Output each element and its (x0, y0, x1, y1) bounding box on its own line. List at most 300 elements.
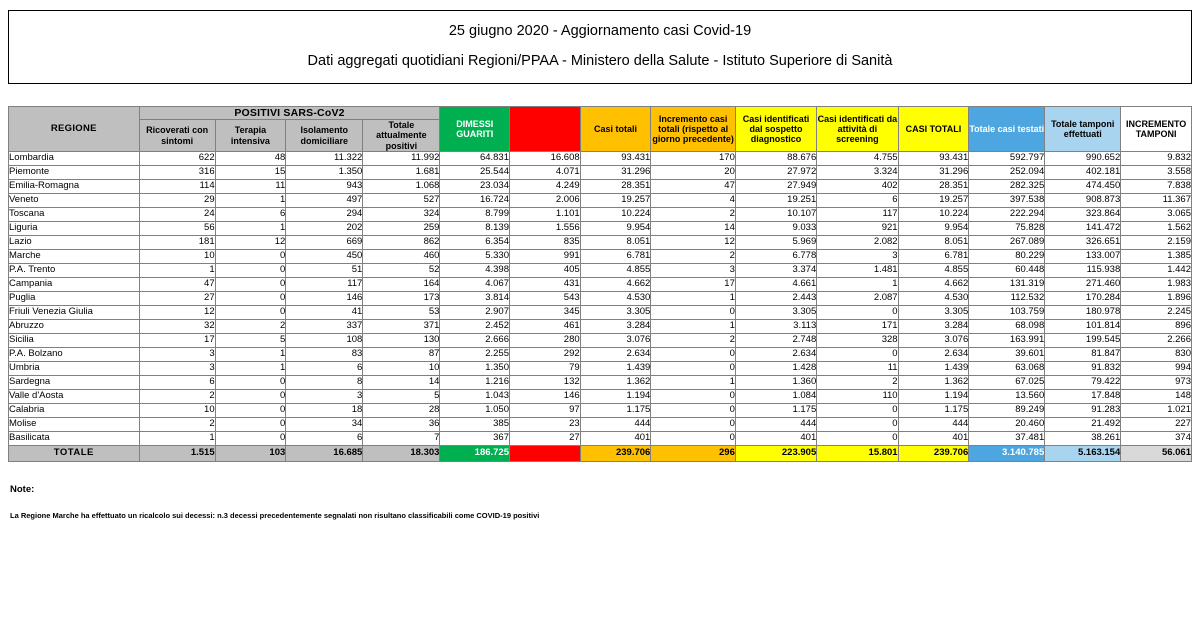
cell-value: 16.608 (510, 152, 581, 166)
cell-value: 163.991 (969, 334, 1045, 348)
cell-value: 8 (286, 376, 363, 390)
cell-region-name: Toscana (9, 208, 140, 222)
cell-value: 27.972 (735, 166, 816, 180)
cell-value: 4.855 (898, 264, 969, 278)
cell-value: 130 (363, 334, 440, 348)
cell-value: 38.261 (1045, 432, 1121, 446)
cell-value: 252.094 (969, 166, 1045, 180)
header-row-group (9, 107, 1192, 120)
cell-value: 1.442 (1121, 264, 1192, 278)
cell-value: 164 (363, 278, 440, 292)
notes-text: La Regione Marche ha effettuato un ricalcolo sui decessi: n.3 decessi precedentemente segnalati non risultano classificabili come COVID-19 positivi (10, 511, 540, 521)
cell-value: 17.848 (1045, 390, 1121, 404)
cell-region-name: Sardegna (9, 376, 140, 390)
cell-region-name: Emilia-Romagna (9, 180, 140, 194)
cell-value: 115.938 (1045, 264, 1121, 278)
cell-value: 1.350 (286, 166, 363, 180)
cell-value: 101.814 (1045, 320, 1121, 334)
cell-value: 12 (139, 306, 215, 320)
cell-value: 2.082 (817, 236, 898, 250)
cell-value: 0 (215, 306, 286, 320)
table-row (9, 222, 1192, 236)
cell-value: 2.245 (1121, 306, 1192, 320)
col-header-totale-tamponi: Totale tamponi effettuati (1045, 107, 1121, 152)
cell-region-name: Basilicata (9, 432, 140, 446)
cell-value: 1 (215, 194, 286, 208)
cell-total-value: 5.163.154 (1045, 446, 1121, 462)
cell-value: 0 (817, 418, 898, 432)
cell-value: 37.481 (969, 432, 1045, 446)
cell-value: 67.025 (969, 376, 1045, 390)
cell-value: 17 (651, 278, 736, 292)
cell-value: 1 (215, 348, 286, 362)
cell-value: 2 (817, 376, 898, 390)
cell-value: 0 (215, 404, 286, 418)
cell-value: 402 (817, 180, 898, 194)
cell-value: 12 (651, 236, 736, 250)
cell-value: 1.681 (363, 166, 440, 180)
cell-value: 13.560 (969, 390, 1045, 404)
cell-value: 202 (286, 222, 363, 236)
table-row (9, 404, 1192, 418)
cell-value: 0 (651, 306, 736, 320)
cell-value: 4.530 (580, 292, 651, 306)
cell-value: 1.362 (580, 376, 651, 390)
cell-value: 0 (651, 348, 736, 362)
cell-value: 10.224 (898, 208, 969, 222)
cell-value: 110 (817, 390, 898, 404)
cell-value: 0 (651, 432, 736, 446)
cell-value: 0 (215, 432, 286, 446)
cell-value: 117 (817, 208, 898, 222)
cell-value: 27 (510, 432, 581, 446)
cell-value: 9.954 (898, 222, 969, 236)
col-header-incremento-casi-totali: Incremento casi totali (rispetto al giorno precedente) (651, 107, 736, 152)
col-header-terapia-intensiva: Terapia intensiva (215, 120, 286, 152)
table-total-row (9, 446, 1192, 462)
col-header-dimessi-guariti: DIMESSI GUARITI (440, 107, 510, 152)
cell-value: 9.954 (580, 222, 651, 236)
col-header-ricoverati-sintomi: Ricoverati con sintomi (139, 120, 215, 152)
cell-value: 1 (215, 222, 286, 236)
col-header-deceduti: Deceduti (510, 107, 581, 152)
cell-value: 6 (817, 194, 898, 208)
cell-value: 973 (1121, 376, 1192, 390)
cell-value: 180.978 (1045, 306, 1121, 320)
cell-value: 20 (651, 166, 736, 180)
cell-value: 53 (363, 306, 440, 320)
cell-region-name: P.A. Trento (9, 264, 140, 278)
cell-value: 148 (1121, 390, 1192, 404)
cell-region-name: Lombardia (9, 152, 140, 166)
cell-value: 461 (510, 320, 581, 334)
cell-value: 4.855 (580, 264, 651, 278)
cell-region-name: Valle d'Aosta (9, 390, 140, 404)
cell-value: 23 (510, 418, 581, 432)
cell-value: 170.284 (1045, 292, 1121, 306)
cell-value: 47 (139, 278, 215, 292)
cell-value: 908.873 (1045, 194, 1121, 208)
cell-total-value: 186.725 (440, 446, 510, 462)
cell-value: 1.362 (898, 376, 969, 390)
cell-value: 3 (817, 250, 898, 264)
col-header-regione: REGIONE (9, 107, 140, 152)
cell-value: 6.778 (735, 250, 816, 264)
cell-value: 402.181 (1045, 166, 1121, 180)
cell-value: 6 (286, 432, 363, 446)
cell-value: 622 (139, 152, 215, 166)
cell-value: 133.007 (1045, 250, 1121, 264)
cell-value: 3 (139, 348, 215, 362)
cell-value: 543 (510, 292, 581, 306)
cell-value: 3.113 (735, 320, 816, 334)
cell-value: 0 (215, 250, 286, 264)
cell-value: 2 (139, 390, 215, 404)
cell-value: 385 (440, 418, 510, 432)
cell-value: 3.065 (1121, 208, 1192, 222)
cell-value: 222.294 (969, 208, 1045, 222)
cell-value: 527 (363, 194, 440, 208)
cell-value: 862 (363, 236, 440, 250)
cell-value: 9.832 (1121, 152, 1192, 166)
cell-value: 11 (215, 180, 286, 194)
cell-total-value: 239.706 (580, 446, 651, 462)
cell-value: 444 (580, 418, 651, 432)
cell-value: 2.634 (735, 348, 816, 362)
cell-value: 83 (286, 348, 363, 362)
cell-value: 97 (510, 404, 581, 418)
cell-value: 1.043 (440, 390, 510, 404)
cell-value: 103.759 (969, 306, 1045, 320)
cell-value: 2.443 (735, 292, 816, 306)
cell-value: 5.969 (735, 236, 816, 250)
cell-value: 19.251 (735, 194, 816, 208)
cell-value: 4.067 (440, 278, 510, 292)
cell-value: 173 (363, 292, 440, 306)
col-header-totale-casi-testati: Totale casi testati (969, 107, 1045, 152)
cell-value: 4.662 (580, 278, 651, 292)
cell-value: 374 (1121, 432, 1192, 446)
cell-value: 1.983 (1121, 278, 1192, 292)
cell-value: 1.175 (580, 404, 651, 418)
cell-value: 8.799 (440, 208, 510, 222)
cell-value: 3.305 (735, 306, 816, 320)
cell-value: 921 (817, 222, 898, 236)
cell-value: 11 (817, 362, 898, 376)
col-header-incremento-tamponi: INCREMENTO TAMPONI (1121, 107, 1192, 152)
cell-total-value: 3.140.785 (969, 446, 1045, 462)
cell-value: 2.666 (440, 334, 510, 348)
cell-region-name: Veneto (9, 194, 140, 208)
cell-region-name: Liguria (9, 222, 140, 236)
cell-value: 14 (363, 376, 440, 390)
cell-value: 171 (817, 320, 898, 334)
cell-value: 8.051 (580, 236, 651, 250)
cell-value: 10 (139, 250, 215, 264)
cell-value: 60.448 (969, 264, 1045, 278)
cell-value: 267.089 (969, 236, 1045, 250)
col-header-isolamento-domiciliare: Isolamento domiciliare (286, 120, 363, 152)
cell-value: 1.021 (1121, 404, 1192, 418)
cell-value: 16.724 (440, 194, 510, 208)
cell-value: 39.601 (969, 348, 1045, 362)
cell-value: 23.034 (440, 180, 510, 194)
cell-value: 1 (651, 376, 736, 390)
cell-total-value: 296 (651, 446, 736, 462)
cell-value: 7 (363, 432, 440, 446)
cell-value: 0 (215, 278, 286, 292)
cell-value: 15 (215, 166, 286, 180)
cell-value: 3.284 (580, 320, 651, 334)
table-row (9, 208, 1192, 222)
cell-value: 141.472 (1045, 222, 1121, 236)
cell-value: 2.087 (817, 292, 898, 306)
cell-value: 31.296 (580, 166, 651, 180)
cell-value: 131.319 (969, 278, 1045, 292)
cell-value: 1.194 (580, 390, 651, 404)
cell-total-value: 1.515 (139, 446, 215, 462)
cell-value: 990.652 (1045, 152, 1121, 166)
cell-value: 4 (651, 194, 736, 208)
table-head (9, 107, 1192, 152)
cell-value: 11.367 (1121, 194, 1192, 208)
table-row (9, 236, 1192, 250)
cell-value: 0 (215, 264, 286, 278)
cell-value: 2.907 (440, 306, 510, 320)
cell-value: 401 (735, 432, 816, 446)
cell-value: 326.651 (1045, 236, 1121, 250)
title-box (8, 10, 1192, 84)
cell-value: 401 (898, 432, 969, 446)
cell-value: 112.532 (969, 292, 1045, 306)
cell-value: 52 (363, 264, 440, 278)
cell-value: 0 (651, 390, 736, 404)
cell-value: 2.748 (735, 334, 816, 348)
cell-value: 79 (510, 362, 581, 376)
page-subtitle: Dati aggregati quotidiani Regioni/PPAA - Ministero della Salute - Istituto Superiore di Sanità (307, 53, 893, 69)
cell-value: 81.847 (1045, 348, 1121, 362)
table-row (9, 292, 1192, 306)
cell-value: 1.175 (898, 404, 969, 418)
cell-value: 460 (363, 250, 440, 264)
cell-value: 93.431 (898, 152, 969, 166)
cell-value: 1.101 (510, 208, 581, 222)
cell-value: 474.450 (1045, 180, 1121, 194)
cell-value: 6.781 (580, 250, 651, 264)
cell-value: 3.305 (580, 306, 651, 320)
cell-value: 5 (363, 390, 440, 404)
cell-value: 1.385 (1121, 250, 1192, 264)
cell-value: 79.422 (1045, 376, 1121, 390)
cell-value: 18 (286, 404, 363, 418)
cell-region-name: Lazio (9, 236, 140, 250)
cell-value: 36 (363, 418, 440, 432)
cell-value: 0 (817, 432, 898, 446)
cell-value: 1.194 (898, 390, 969, 404)
cell-region-name: Abruzzo (9, 320, 140, 334)
cell-value: 93.431 (580, 152, 651, 166)
cell-region-name: Umbria (9, 362, 140, 376)
cell-value: 0 (817, 348, 898, 362)
table-row (9, 278, 1192, 292)
cell-value: 1.896 (1121, 292, 1192, 306)
cell-value: 3.076 (580, 334, 651, 348)
cell-value: 0 (215, 418, 286, 432)
cell-region-name: P.A. Bolzano (9, 348, 140, 362)
cell-value: 28.351 (580, 180, 651, 194)
cell-value: 27 (139, 292, 215, 306)
cell-value: 3.814 (440, 292, 510, 306)
cell-value: 1.428 (735, 362, 816, 376)
cell-value: 6 (139, 376, 215, 390)
cell-value: 991 (510, 250, 581, 264)
cell-value: 337 (286, 320, 363, 334)
cell-value: 80.229 (969, 250, 1045, 264)
table-row (9, 306, 1192, 320)
cell-value: 1.360 (735, 376, 816, 390)
cell-value: 10.107 (735, 208, 816, 222)
cell-total-label: TOTALE (9, 446, 140, 462)
cell-value: 367 (440, 432, 510, 446)
cell-value: 592.797 (969, 152, 1045, 166)
col-header-totale-attualmente-positivi: Totale attualmente positivi (363, 120, 440, 152)
cell-value: 397.538 (969, 194, 1045, 208)
col-header-casi-screening: Casi identificati da attività di screening (817, 107, 898, 152)
cell-value: 146 (510, 390, 581, 404)
cell-value: 12 (215, 236, 286, 250)
cell-value: 3 (286, 390, 363, 404)
cell-value: 14 (651, 222, 736, 236)
cell-value: 2 (139, 418, 215, 432)
cell-value: 444 (898, 418, 969, 432)
cell-value: 943 (286, 180, 363, 194)
cell-value: 10.224 (580, 208, 651, 222)
table-row (9, 432, 1192, 446)
cell-value: 1.481 (817, 264, 898, 278)
cell-value: 47 (651, 180, 736, 194)
cell-value: 271.460 (1045, 278, 1121, 292)
cell-value: 170 (651, 152, 736, 166)
cell-value: 108 (286, 334, 363, 348)
cell-total-value: 103 (215, 446, 286, 462)
cell-value: 1.084 (735, 390, 816, 404)
table-row (9, 180, 1192, 194)
cell-value: 2.634 (580, 348, 651, 362)
cell-value: 63.068 (969, 362, 1045, 376)
cell-value: 497 (286, 194, 363, 208)
cell-total-value: 56.061 (1121, 446, 1192, 462)
table-body (9, 152, 1192, 462)
cell-value: 75.828 (969, 222, 1045, 236)
cell-value: 89.249 (969, 404, 1045, 418)
cell-value: 1 (817, 278, 898, 292)
cell-value: 1.556 (510, 222, 581, 236)
table-row (9, 194, 1192, 208)
table-row (9, 348, 1192, 362)
col-header-casi-totali: Casi totali (580, 107, 651, 152)
cell-value: 56 (139, 222, 215, 236)
cell-value: 87 (363, 348, 440, 362)
cell-region-name: Marche (9, 250, 140, 264)
cell-value: 2 (215, 320, 286, 334)
cell-value: 1.439 (898, 362, 969, 376)
cell-value: 11.322 (286, 152, 363, 166)
cell-value: 669 (286, 236, 363, 250)
cell-value: 2.634 (898, 348, 969, 362)
notes-section (10, 484, 1192, 520)
cell-value: 2 (651, 334, 736, 348)
cell-value: 3 (651, 264, 736, 278)
cell-value: 1 (215, 362, 286, 376)
cell-value: 328 (817, 334, 898, 348)
cell-value: 6.354 (440, 236, 510, 250)
cell-value: 88.676 (735, 152, 816, 166)
cell-value: 1 (139, 264, 215, 278)
cell-value: 25.544 (440, 166, 510, 180)
cell-value: 4.071 (510, 166, 581, 180)
cell-value: 371 (363, 320, 440, 334)
table-row (9, 250, 1192, 264)
cell-value: 48 (215, 152, 286, 166)
table-row (9, 334, 1192, 348)
cell-value: 2 (651, 208, 736, 222)
cell-value: 1.068 (363, 180, 440, 194)
cell-total-value: 15.801 (817, 446, 898, 462)
table-row (9, 418, 1192, 432)
cell-region-name: Molise (9, 418, 140, 432)
cell-region-name: Puglia (9, 292, 140, 306)
cell-value: 2.159 (1121, 236, 1192, 250)
cell-value: 830 (1121, 348, 1192, 362)
cell-region-name: Campania (9, 278, 140, 292)
cell-value: 1.175 (735, 404, 816, 418)
cell-value: 2.255 (440, 348, 510, 362)
cell-value: 4.755 (817, 152, 898, 166)
cell-region-name: Piemonte (9, 166, 140, 180)
cell-value: 28 (363, 404, 440, 418)
cell-value: 6 (286, 362, 363, 376)
cell-value: 316 (139, 166, 215, 180)
cell-value: 227 (1121, 418, 1192, 432)
table-row (9, 362, 1192, 376)
cell-value: 401 (580, 432, 651, 446)
cell-value: 34 (286, 418, 363, 432)
cell-value: 896 (1121, 320, 1192, 334)
cell-value: 29 (139, 194, 215, 208)
cell-region-name: Sicilia (9, 334, 140, 348)
cell-value: 3.305 (898, 306, 969, 320)
cell-region-name: Calabria (9, 404, 140, 418)
table-row (9, 390, 1192, 404)
cell-value: 2.452 (440, 320, 510, 334)
cell-value: 7.838 (1121, 180, 1192, 194)
cell-value: 2.266 (1121, 334, 1192, 348)
cell-value: 324 (363, 208, 440, 222)
cell-value: 0 (215, 390, 286, 404)
cell-value: 259 (363, 222, 440, 236)
cell-value: 27.949 (735, 180, 816, 194)
cell-value: 4.662 (898, 278, 969, 292)
cell-value: 3.076 (898, 334, 969, 348)
table-container (8, 106, 1192, 462)
cell-total-value: 16.685 (286, 446, 363, 462)
cell-value: 10 (363, 362, 440, 376)
cell-value: 1.439 (580, 362, 651, 376)
cell-value: 4.249 (510, 180, 581, 194)
cell-value: 117 (286, 278, 363, 292)
table-row (9, 320, 1192, 334)
cell-value: 4.530 (898, 292, 969, 306)
